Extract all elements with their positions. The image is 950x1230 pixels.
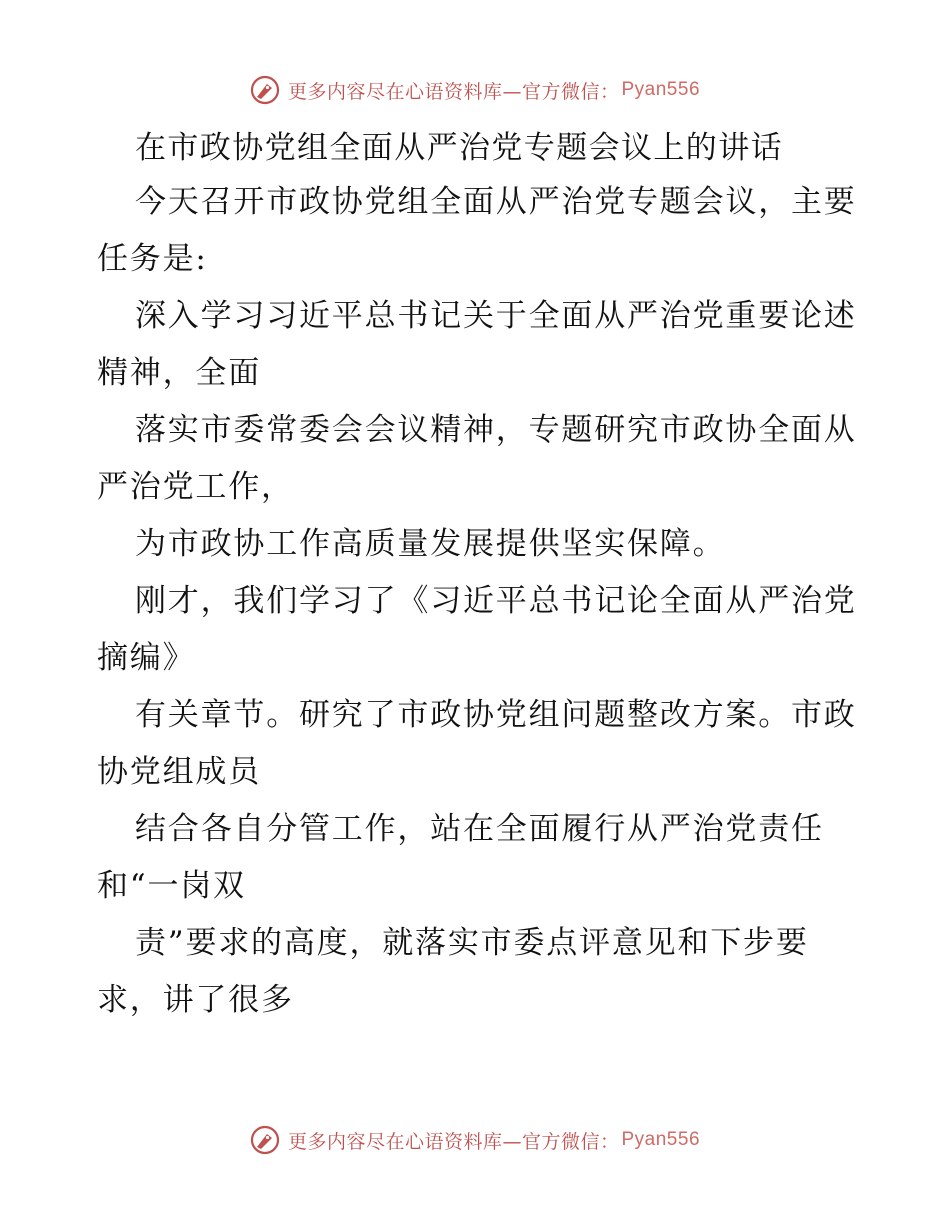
paragraph: 落实市委常委会会议精神，专题研究市政协全面从严治党工作， bbox=[97, 412, 857, 505]
paragraph: 深入学习习近平总书记关于全面从严治党重要论述精神，全面 bbox=[97, 298, 857, 391]
header-watermark-banner bbox=[0, 70, 950, 110]
paragraph: 为市政协工作高质量发展提供坚实保障。 bbox=[135, 526, 726, 562]
paragraph: 责”要求的高度，就落实市委点评意见和下步要求，讲了很多 bbox=[97, 925, 809, 1018]
header-banner-handle: Pyan556 bbox=[621, 79, 701, 100]
pen-nib-logo-icon bbox=[250, 1125, 280, 1155]
paragraph: 结合各自分管工作，站在全面履行从严治党责任和“一岗双 bbox=[97, 811, 824, 904]
paragraph: 今天召开市政协党组全面从严治党专题会议，主要任务是: bbox=[97, 184, 857, 277]
document-title: 在市政协党组全面从严治党专题会议上的讲话 bbox=[135, 130, 783, 166]
paragraph: 刚才，我们学习了《习近平总书记论全面从严治党摘编》 bbox=[97, 583, 857, 676]
paragraph: 有关章节。研究了市政协党组问题整改方案。市政协党组成员 bbox=[97, 697, 857, 790]
footer-banner-handle: Pyan556 bbox=[621, 1129, 701, 1150]
pen-nib-logo-icon bbox=[250, 75, 280, 105]
footer-banner-text: 更多内容尽在心语资料库—官方微信： bbox=[287, 1130, 620, 1153]
footer-watermark-banner bbox=[0, 1120, 950, 1160]
document-body bbox=[97, 122, 857, 1029]
header-banner-text: 更多内容尽在心语资料库—官方微信： bbox=[287, 80, 620, 103]
